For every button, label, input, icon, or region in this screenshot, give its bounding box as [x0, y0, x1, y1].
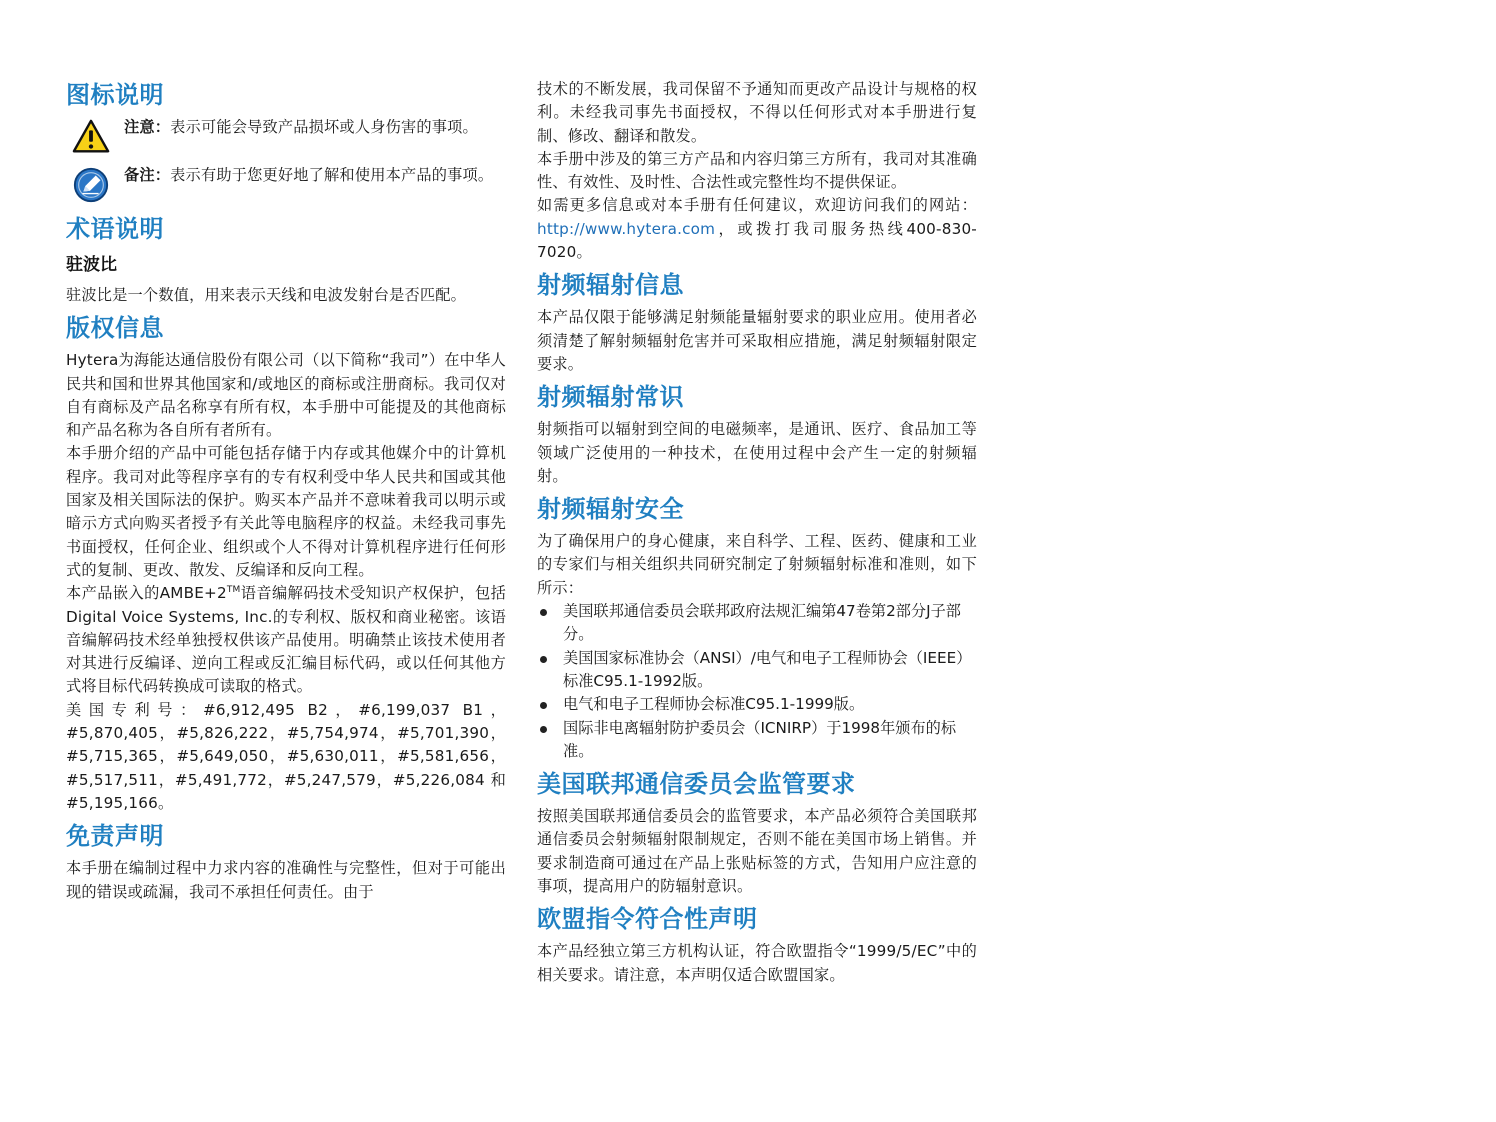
heading-icons: 图标说明: [66, 81, 164, 109]
note-row: [66, 164, 506, 204]
disclaimer-paragraph-2: 技术的不断发展，我司保留不予通知而更改产品设计与规格的权利。未经我司事先书面授权，不得以任何形式对本手册进行复制、修改、翻译和散发。: [537, 80, 977, 145]
list-item: 美国联邦通信委员会联邦政府法规汇编第47卷第2部分J子部分。: [537, 600, 977, 647]
caution-row: [66, 116, 506, 156]
rf-standards-list: [537, 600, 977, 763]
fcc-text: 按照美国联邦通信委员会的监管要求，本产品必须符合美国联邦通信委员会射频辐射限制规定，否则不能在美国市场上销售。并要求制造商可通过在产品上张贴标签的方式，告知用户应注意的事项，提高用户的防辐射意识。: [537, 807, 977, 896]
left-column: [66, 78, 506, 904]
disclaimer-paragraph-4: 如需更多信息或对本手册有任何建议，欢迎访问我们的网站：http://www.hytera.com，或拨打我司服务热线400-830-7020。: [537, 196, 977, 262]
term-title: 驻波比: [66, 255, 117, 275]
disclaimer-paragraph-1: 本手册在编制过程中力求内容的准确性与完整性，但对于可能出现的错误或疏漏，我司不承担任何责任。由于: [66, 859, 506, 901]
heading-fcc: 美国联邦通信委员会监管要求: [537, 770, 856, 799]
copyright-paragraph-3: 本产品嵌入的AMBE+2™语音编解码技术受知识产权保护，包括Digital Voice Systems, Inc.的专利权、版权和商业秘密。该语音编解码技术经单独授权供该产品使用。明确禁止该技术使用者对其进行反编译、逆向工程或反汇编目标代码，或以任何其他方式将目标代码转换成可读取的格式。: [66, 584, 506, 696]
patent-numbers: 美国专利号：#6,912,495 B2，#6,199,037 B1，#5,870,405，#5,826,222，#5,754,974，#5,701,390，#5,715,365，#5,649,050，#5,630,011，#5,581,656，#5,517,511，#5,491,772，#5,247,579，#5,226,084 和#5,195,166。: [66, 700, 506, 812]
heading-rf-knowledge: 射频辐射常识: [537, 383, 684, 412]
pencil-note-icon: [72, 166, 110, 204]
heading-rf-safety: 射频辐射安全: [537, 495, 684, 524]
warning-triangle-icon: [72, 118, 110, 156]
website-link[interactable]: http://www.hytera.com: [537, 219, 716, 238]
list-item: 美国国家标准协会（ANSI）/电气和电子工程师协会（IEEE）标准C95.1-1992版。: [537, 647, 977, 694]
heading-copyright: 版权信息: [66, 314, 164, 343]
heading-rf-info: 射频辐射信息: [537, 271, 684, 300]
rf-knowledge-text: 射频指可以辐射到空间的电磁频率，是通讯、医疗、食品加工等领域广泛使用的一种技术，在使用过程中会产生一定的射频辐射。: [537, 420, 977, 485]
list-item: 国际非电离辐射防护委员会（ICNIRP）于1998年颁布的标准。: [537, 717, 977, 764]
note-text: 备注：表示有助于您更好地了解和使用本产品的事项。: [124, 166, 494, 184]
caution-text: 注意：表示可能会导致产品损坏或人身伤害的事项。: [124, 118, 478, 136]
heading-terms: 术语说明: [66, 215, 164, 243]
rf-info-text: 本产品仅限于能够满足射频能量辐射要求的职业应用。使用者必须清楚了解射频辐射危害并可采取相应措施，满足射频辐射限定要求。: [537, 308, 977, 373]
heading-disclaimer: 免责声明: [66, 822, 164, 851]
right-column: [537, 78, 977, 987]
disclaimer-paragraph-3: 本手册中涉及的第三方产品和内容归第三方所有，我司对其准确性、有效性、及时性、合法性或完整性均不提供保证。: [537, 149, 977, 192]
rf-safety-text: 为了确保用户的身心健康，来自科学、工程、医药、健康和工业的专家们与相关组织共同研究制定了射频辐射标准和准则，如下所示：: [537, 532, 977, 597]
eu-text: 本产品经独立第三方机构认证，符合欧盟指令“1999/5/EC”中的相关要求。请注意，本声明仅适合欧盟国家。: [537, 942, 977, 984]
list-item: 电气和电子工程师协会标准C95.1-1999版。: [537, 693, 977, 716]
copyright-paragraph-1: Hytera为海能达通信股份有限公司（以下简称“我司”）在中华人民共和国和世界其他国家和/或地区的商标或注册商标。我司仅对自有商标及产品名称享有所有权，本手册中可能提及的其他商标和产品名称为各自所有者所有。: [66, 351, 506, 440]
term-text: 驻波比是一个数值，用来表示天线和电波发射台是否匹配。: [66, 286, 467, 304]
copyright-paragraph-2: 本手册介绍的产品中可能包括存储于内存或其他媒介中的计算机程序。我司对此等程序享有的专有权利受中华人民共和国或其他国家及相关国际法的保护。购买本产品并不意味着我司以明示或暗示方式向购买者授予有关此等电脑程序的权益。未经我司事先书面授权，任何企业、组织或个人不得对计算机程序进行任何形式的复制、更改、散发、反编译和反向工程。: [66, 444, 506, 579]
heading-eu: 欧盟指令符合性声明: [537, 905, 758, 934]
